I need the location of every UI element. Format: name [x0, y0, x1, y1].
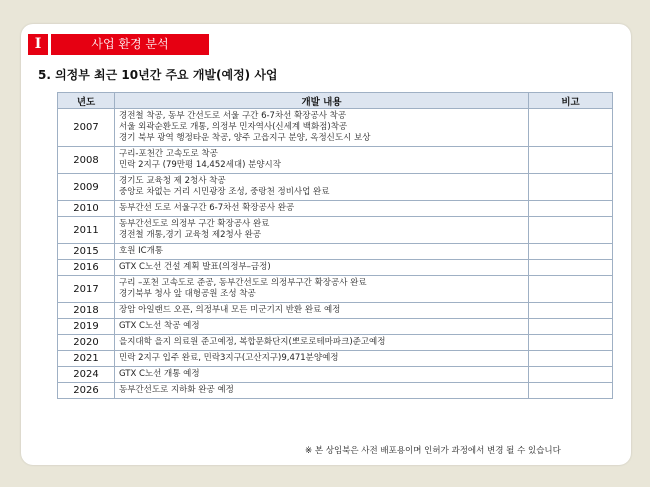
row-year: 2015 [58, 244, 115, 260]
row-year: 2024 [58, 367, 115, 383]
table-row [58, 174, 613, 201]
content-line: 경기북부 청사 앞 대형공원 조성 착공 [119, 289, 256, 299]
content-line: 민락 2지구 (79만평 14,452세대) 분양시작 [119, 160, 281, 170]
row-note [529, 244, 613, 260]
page-subtitle: 5. 의정부 최근 10년간 주요 개발(예정) 사업 [38, 68, 278, 82]
row-note [529, 109, 613, 147]
content-line: GTX C노선 건설 계획 발표(의정부–금정) [119, 262, 271, 272]
content-line: 동부간선 도로 서울구간 6-7차선 확장공사 완공 [119, 203, 295, 213]
content-line: GTX C노선 착공 예정 [119, 321, 200, 331]
row-content [115, 201, 529, 217]
row-content [115, 217, 529, 244]
content-line: 구리-포천간 고속도로 착공 [119, 149, 218, 159]
row-year: 2011 [58, 217, 115, 244]
row-note [529, 201, 613, 217]
footnote: ※ 본 상임북은 사전 배포용이며 인허가 과정에서 변경 될 수 있습니다 [305, 446, 561, 456]
row-note [529, 147, 613, 174]
row-year: 2010 [58, 201, 115, 217]
content-line: 구리 –포천 고속도로 준공, 동부간선도로 의정부구간 확장공사 완료 [119, 278, 367, 288]
row-year: 2009 [58, 174, 115, 201]
table-row [58, 335, 613, 351]
row-note [529, 260, 613, 276]
table-row [58, 383, 613, 399]
content-line: 경기도 교육청 제 2청사 착공 [119, 176, 226, 186]
row-year: 2019 [58, 319, 115, 335]
row-year: 2007 [58, 109, 115, 147]
section-header [28, 34, 209, 55]
table-header-row [58, 93, 613, 109]
row-note [529, 319, 613, 335]
content-line: 장암 아일랜드 오픈, 의정부내 모든 미군기지 반환 완료 예정 [119, 305, 341, 315]
table-row [58, 303, 613, 319]
row-note [529, 276, 613, 303]
content-line: 동부간선도로 지하화 완공 예정 [119, 385, 234, 395]
table-row [58, 260, 613, 276]
row-content [115, 109, 529, 147]
row-note [529, 383, 613, 399]
row-content [115, 383, 529, 399]
row-year: 2026 [58, 383, 115, 399]
table-row [58, 147, 613, 174]
row-content [115, 335, 529, 351]
content-line: 경전철 개통,경기 교육청 제2청사 완공 [119, 230, 262, 240]
row-year: 2017 [58, 276, 115, 303]
row-year: 2018 [58, 303, 115, 319]
content-line: 을지대학 을지 의료원 준고예정, 복합문화단지(뽀로로테마파크)준고예정 [119, 337, 386, 347]
content-line: 경기 북부 광역 행정타운 착공, 양주 고읍지구 분양, 옥정신도시 보상 [119, 133, 371, 143]
table-row [58, 276, 613, 303]
table-row [58, 244, 613, 260]
development-table [57, 92, 613, 399]
table-row [58, 109, 613, 147]
row-content [115, 367, 529, 383]
content-line: 중앙로 차없는 거리 시민광장 조성, 중랑천 정비사업 완료 [119, 187, 330, 197]
row-content [115, 303, 529, 319]
row-content [115, 260, 529, 276]
header-content: 개발 내용 [115, 93, 529, 109]
table-row [58, 367, 613, 383]
row-note [529, 303, 613, 319]
row-content [115, 351, 529, 367]
row-content [115, 174, 529, 201]
content-line: 민락 2지구 입주 완료, 민락3지구(고산지구)9,471분양예정 [119, 353, 339, 363]
header-year: 년도 [58, 93, 115, 109]
content-line: GTX C노선 개통 예정 [119, 369, 200, 379]
section-title: 사업 환경 분석 [51, 34, 209, 55]
content-line: 동부간선도로 의정부 구간 확장공사 완료 [119, 219, 270, 229]
table-row [58, 319, 613, 335]
section-number: I [28, 34, 48, 55]
table-body [58, 109, 613, 399]
content-line: 호원 IC개통 [119, 246, 163, 256]
content-line: 서울 외곽순환도로 개통, 의정부 민자역사(신세계 백화점)착공 [119, 122, 348, 132]
header-note: 비고 [529, 93, 613, 109]
row-note [529, 351, 613, 367]
row-note [529, 174, 613, 201]
row-year: 2008 [58, 147, 115, 174]
content-line: 경전철 착공, 동부 간선도로 서울 구간 6-7차선 확장공사 착공 [119, 111, 347, 121]
table-row [58, 217, 613, 244]
row-content [115, 319, 529, 335]
row-content [115, 276, 529, 303]
row-year: 2021 [58, 351, 115, 367]
row-content [115, 244, 529, 260]
table-row [58, 201, 613, 217]
row-content [115, 147, 529, 174]
row-year: 2016 [58, 260, 115, 276]
row-note [529, 335, 613, 351]
row-note [529, 217, 613, 244]
table-row [58, 351, 613, 367]
row-note [529, 367, 613, 383]
row-year: 2020 [58, 335, 115, 351]
